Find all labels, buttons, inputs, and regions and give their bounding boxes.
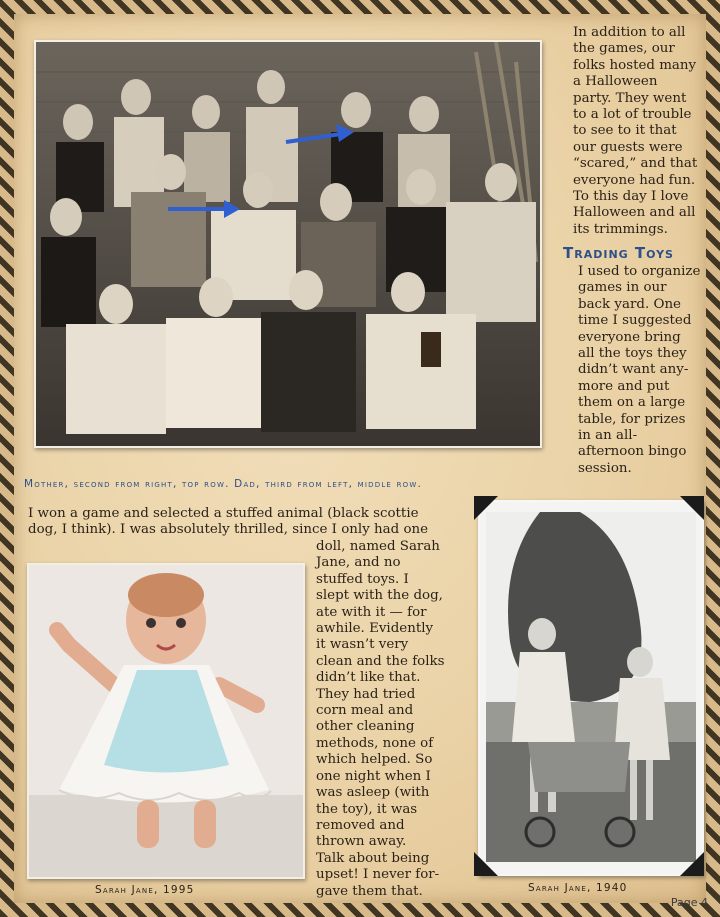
text-line: the games, our xyxy=(573,41,675,57)
text-line: to see to it that xyxy=(573,123,677,139)
text-line: back yard. One xyxy=(578,296,681,312)
text-line: To this day I love xyxy=(573,189,689,205)
text-line: They had tried xyxy=(316,686,416,702)
text-line: “scared,” and that xyxy=(573,156,698,172)
section-heading: Trading Toys xyxy=(563,244,674,262)
text-line: the toy), it was xyxy=(316,801,418,817)
text-line: session. xyxy=(578,460,632,476)
text-line: them on a large xyxy=(578,395,686,411)
girls-caption: Sarah Jane, 1940 xyxy=(528,882,628,894)
text-line: Talk about being xyxy=(316,850,430,866)
text-line: Halloween and all xyxy=(573,205,696,221)
text-line: awhile. Evidently xyxy=(316,621,434,637)
text-line: it wasn’t very xyxy=(316,637,409,653)
text-line: our guests were xyxy=(573,139,683,155)
text-line: Jane, and no xyxy=(316,555,401,571)
text-line: games in our xyxy=(578,280,667,296)
text-line: afternoon bingo xyxy=(578,444,687,460)
text-line: gave them that. xyxy=(316,883,423,899)
text-line: everyone had fun. xyxy=(573,172,696,188)
trading-toys-paragraph xyxy=(578,264,714,477)
text-line: In addition to all xyxy=(573,25,686,40)
text-line: one night when I xyxy=(316,768,431,784)
text-line: stuffed toys. I xyxy=(316,571,409,587)
text-line: removed and xyxy=(316,817,405,833)
text-line: slept with the dog, xyxy=(316,588,443,604)
text-line: other cleaning xyxy=(316,719,415,735)
text-line: clean and the folks xyxy=(316,653,445,669)
text-line: a Halloween xyxy=(573,74,658,90)
text-line: all the toys they xyxy=(578,346,687,362)
text-line: time I suggested xyxy=(578,313,692,329)
text-line: corn meal and xyxy=(316,703,414,719)
text-line: folks hosted many xyxy=(573,57,697,73)
text-line: which helped. So xyxy=(316,752,433,768)
text-line: upset! I never for- xyxy=(316,867,440,883)
text-line: table, for prizes xyxy=(578,411,686,427)
text-line: I won a game and selected a stuffed animal (black scottie xyxy=(28,506,419,521)
text-line: was asleep (with xyxy=(316,785,430,801)
story-intro xyxy=(28,506,468,539)
halloween-caption: Mother, second from right, top row. Dad, third from left, middle row. xyxy=(24,478,423,490)
page-number: Page 4 xyxy=(670,896,708,909)
text-line: its trimmings. xyxy=(573,221,668,237)
doll-photo xyxy=(27,563,305,879)
text-line: doll, named Sarah xyxy=(316,539,440,554)
text-line: didn’t want any- xyxy=(578,362,689,378)
text-line: everyone bring xyxy=(578,329,681,345)
text-line: ate with it — for xyxy=(316,604,427,620)
text-line: to a lot of trouble xyxy=(573,107,692,123)
story-paragraph xyxy=(316,539,466,900)
text-line: more and put xyxy=(578,378,670,394)
text-line: dog, I think). I was absolutely thrilled, since I only had one xyxy=(28,522,429,538)
girls-with-pram-photo xyxy=(478,500,704,876)
halloween-party-photo xyxy=(34,40,542,448)
doll-caption: Sarah Jane, 1995 xyxy=(95,884,195,896)
text-line: didn’t like that. xyxy=(316,670,421,686)
text-line: party. They went xyxy=(573,90,687,106)
text-line: in an all- xyxy=(578,428,638,444)
text-line: thrown away. xyxy=(316,834,407,850)
text-line: I used to organize xyxy=(578,264,701,279)
halloween-paragraph xyxy=(573,25,713,238)
text-line: methods, none of xyxy=(316,735,434,751)
